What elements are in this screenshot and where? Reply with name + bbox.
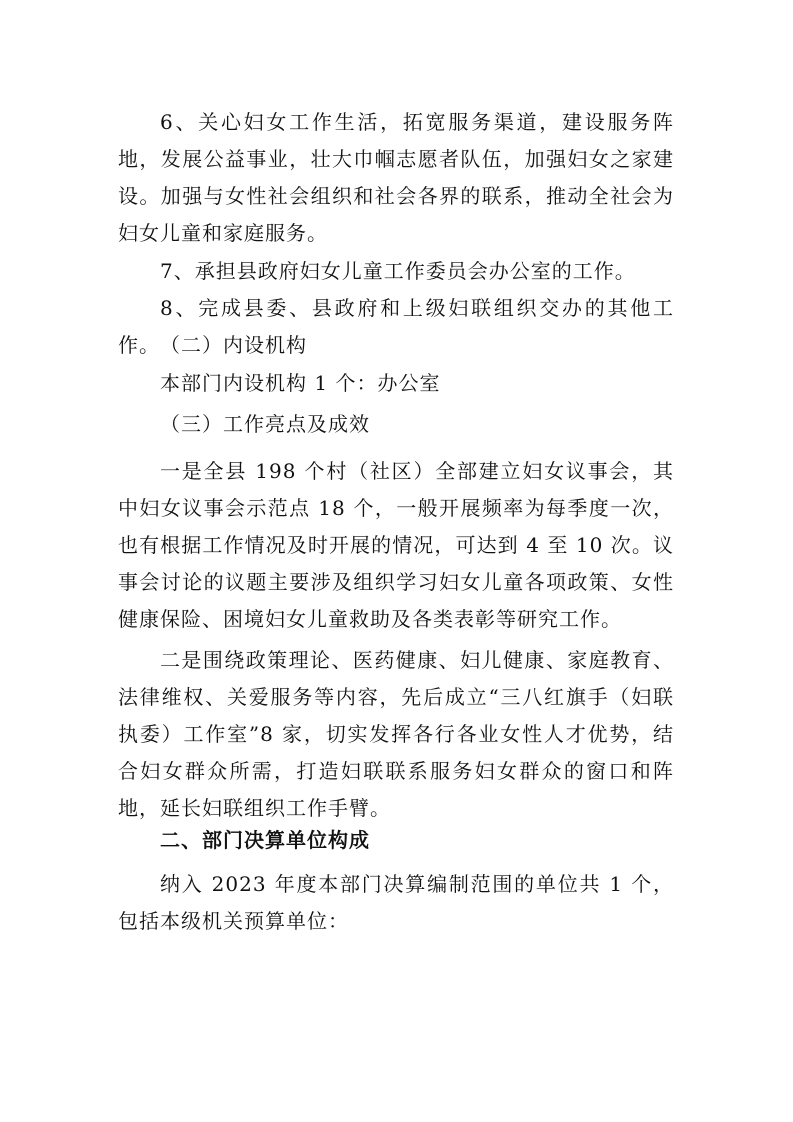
heading-internal-structure: （二）内设机构	[160, 333, 307, 357]
paragraph-highlight-1: 一是全县 198 个村（社区）全部建立妇女议事会，其中妇女议事会示范点 18 个，一般开展频率为每季度一次，也有根据工作情况及时开展的情况，可达到 4 至 10 次。议事会讨论的议题主要涉及组织学习妇女儿童各项政策、女性健康保险、困境妇女儿童救助及各类表彰等研究工作。	[118, 459, 674, 631]
paragraph-highlight-2: 二是围绕政策理论、医药健康、妇儿健康、家庭教育、法律维权、关爱服务等内容，先后成立“三八红旗手（妇联执委）工作室”8 家，切实发挥各行各业女性人才优势，结合妇女群众所需，打造妇联联系服务妇女群众的窗口和阵地，延长妇联组织工作手臂。	[118, 648, 674, 820]
paragraph-duty-8: 8、完成县委、县政府和上级妇联组织交办的其他工作。	[118, 296, 674, 357]
heading-section-2: 二、部门决算单位构成	[160, 828, 370, 852]
heading-highlights: （三）工作亮点及成效	[160, 412, 370, 436]
paragraph-internal-structure: 本部门内设机构 1 个：办公室	[160, 371, 441, 395]
paragraph-duty-6: 6、关心妇女工作生活，拓宽服务渠道，建设服务阵地，发展公益事业，壮大巾帼志愿者队伍，加强妇女之家建设。加强与女性社会组织和社会各界的联系，推动全社会为妇女儿童和家庭服务。	[118, 110, 674, 245]
paragraph-duty-7: 7、承担县政府妇女儿童工作委员会办公室的工作。	[160, 259, 636, 283]
paragraph-section-2: 纳入 2023 年度本部门决算编制范围的单位共 1 个，包括本级机关预算单位：	[118, 872, 674, 933]
